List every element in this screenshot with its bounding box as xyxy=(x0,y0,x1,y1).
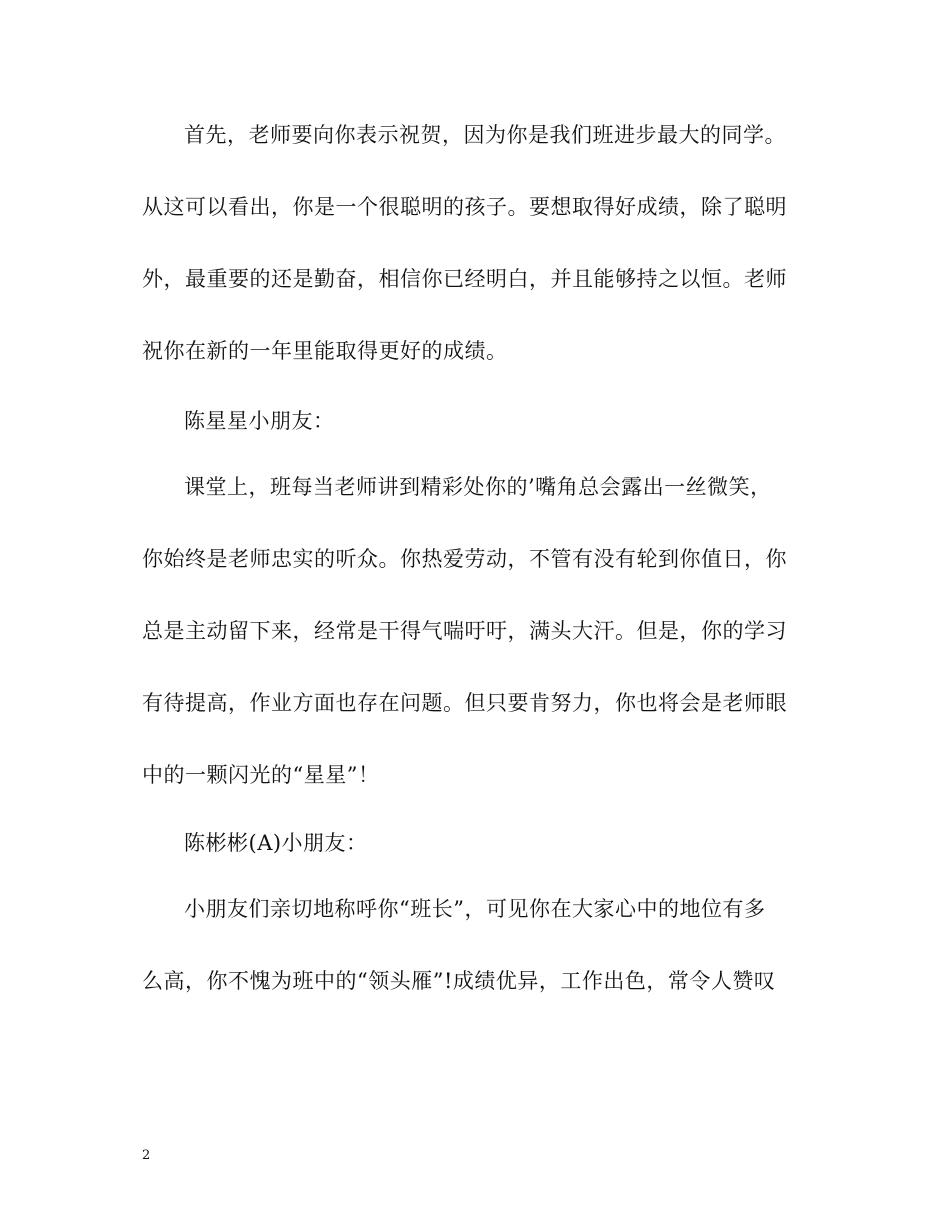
paragraph-line-13: 么高，你不愧为班中的“领头雁”!成绩优异，工作出色，常令人赞叹 xyxy=(142,969,776,993)
salutation-chen-xingxing: 陈星星小朋友： xyxy=(184,409,335,433)
page-number: 2 xyxy=(142,1148,151,1163)
paragraph-line-4: 祝你在新的一年里能取得更好的成绩。 xyxy=(142,339,508,363)
paragraph-line-10: 中的一颗闪光的“星星”！ xyxy=(142,763,380,787)
salutation-chen-binbin: 陈彬彬(A)小朋友： xyxy=(184,831,368,855)
paragraph-line-7: 你始终是老师忠实的听众。你热爱劳动，不管有没有轮到你值日，你 xyxy=(142,547,787,571)
paragraph-line-9: 有待提高，作业方面也存在问题。但只要肯努力，你也将会是老师眼 xyxy=(142,691,787,715)
paragraph-line-12: 小朋友们亲切地称呼你“班长”，可见你在大家心中的地位有多 xyxy=(184,897,766,921)
paragraph-line-2: 从这可以看出，你是一个很聪明的孩子。要想取得好成绩，除了聪明 xyxy=(142,195,787,219)
paragraph-line-8: 总是主动留下来，经常是干得气喘吁吁，满头大汗。但是，你的学习 xyxy=(142,619,787,643)
paragraph-line-1: 首先，老师要向你表示祝贺，因为你是我们班进步最大的同学。 xyxy=(184,123,786,147)
paragraph-line-6: 课堂上，班每当老师讲到精彩处你的’嘴角总会露出一丝微笑， xyxy=(184,475,772,499)
paragraph-line-3: 外，最重要的还是勤奋，相信你已经明白，并且能够持之以恒。老师 xyxy=(142,267,787,291)
